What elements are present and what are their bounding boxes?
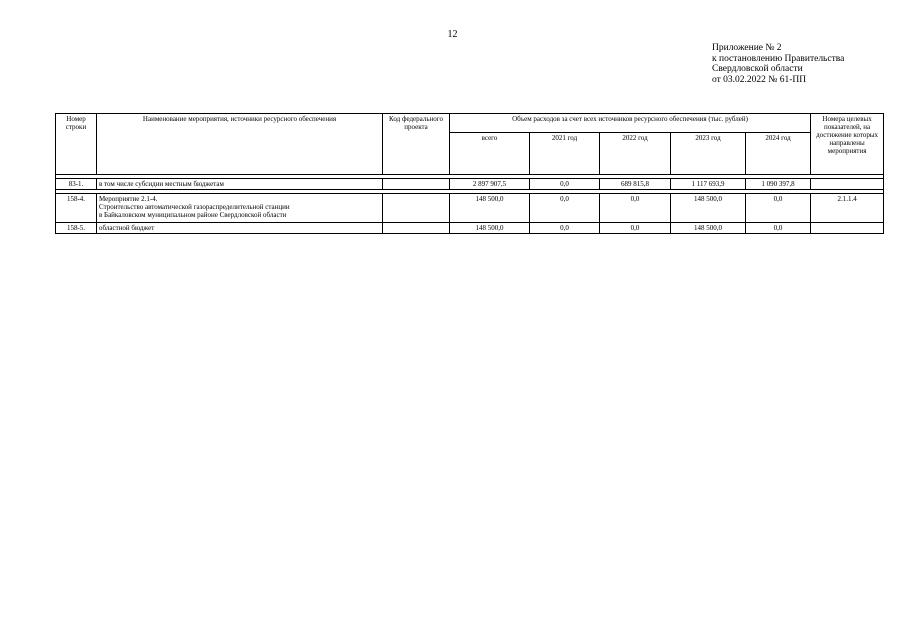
header-total: всего — [450, 133, 530, 175]
header-2021: 2021 год — [530, 133, 600, 175]
header-activity-name: Наименование мероприятия, источники ресурсного обеспечения — [97, 114, 383, 175]
row-2024: 0,0 — [746, 223, 811, 234]
table-header-row — [56, 114, 884, 133]
row-2022: 689 815,8 — [600, 179, 671, 190]
table-row — [56, 223, 884, 234]
table-row — [56, 179, 884, 190]
row-targets — [811, 223, 884, 234]
row-2021: 0,0 — [530, 179, 600, 190]
header-2024: 2024 год — [746, 133, 811, 175]
row-2021: 0,0 — [530, 194, 600, 223]
row-total: 2 897 907,5 — [450, 179, 530, 190]
row-name: областной бюджет — [97, 223, 383, 234]
appendix-region: Свердловской области — [712, 64, 803, 74]
page-number: 12 — [447, 29, 458, 40]
row-name — [97, 194, 383, 223]
row-2022: 0,0 — [600, 194, 671, 223]
header-volume-group: Объем расходов за счет всех источников ресурсного обеспечения (тыс. рублей) — [450, 114, 811, 133]
row-number: 158-4. — [56, 194, 97, 223]
appendix-resolution: к постановлению Правительства — [712, 53, 845, 64]
header-row-number: Номер строки — [56, 114, 97, 175]
row-total: 148 500,0 — [450, 223, 530, 234]
row-number: 83-1. — [56, 179, 97, 190]
row-2021: 0,0 — [530, 223, 600, 234]
header-federal-project-code: Код федерального проекта — [383, 114, 450, 175]
appendix-block — [712, 43, 844, 85]
row-2024: 1 090 397,8 — [746, 179, 811, 190]
row-code — [383, 223, 450, 234]
row-code — [383, 179, 450, 190]
row-2023: 1 117 693,9 — [671, 179, 746, 190]
row-code — [383, 194, 450, 223]
row-name-line: Мероприятие 2.1-4. — [99, 195, 158, 203]
budget-table — [55, 113, 884, 234]
header-2022: 2022 год — [600, 133, 671, 175]
header-target-indicators: Номера целевых показателей, на достижение которых направлены мероприятия — [811, 114, 884, 175]
row-number: 158-5. — [56, 223, 97, 234]
row-2022: 0,0 — [600, 223, 671, 234]
appendix-title: Приложение № 2 — [712, 43, 782, 53]
row-name-line: в Байкаловском муниципальном районе Свердловской области — [99, 211, 287, 219]
row-2024: 0,0 — [746, 194, 811, 223]
table-row — [56, 194, 884, 223]
row-name-line: Строительство автоматической газораспределительной станции — [99, 203, 290, 211]
row-2023: 148 500,0 — [671, 223, 746, 234]
row-total: 148 500,0 — [450, 194, 530, 223]
header-2023: 2023 год — [671, 133, 746, 175]
row-targets: 2.1.1.4 — [811, 194, 884, 223]
row-targets — [811, 179, 884, 190]
appendix-date: от 03.02.2022 № 61-ПП — [712, 74, 807, 85]
row-2023: 148 500,0 — [671, 194, 746, 223]
row-name: в том числе субсидии местным бюджетам — [97, 179, 383, 190]
